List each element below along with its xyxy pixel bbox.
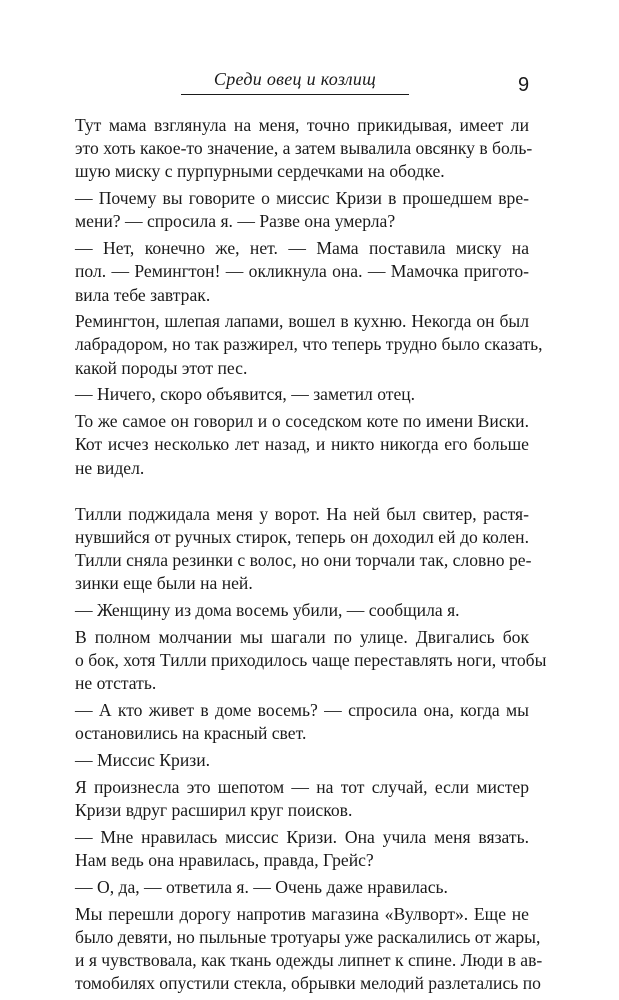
text-line: не видел. — [75, 457, 145, 478]
text-line: Кризи вдруг расширил круг поисков. — [75, 800, 353, 820]
text-line: какой породы этот пес. — [75, 357, 248, 378]
text-line: вила тебе завтрак. — [75, 284, 211, 305]
text-line: зинки еще были на ней. — [75, 573, 253, 594]
body-text — [75, 114, 547, 995]
text-line: томобилях опустили стекла, обрывки мелодий разлетались по — [75, 973, 541, 994]
running-title: Среди овец и козлищ — [213, 69, 377, 89]
text-line: Ремингтон, шлепая лапами, вошел в кухню. Некогда он был — [75, 311, 529, 332]
text-line: нувшийся от ручных стирок, теперь он доходил ей до колен. — [75, 526, 529, 547]
text-line: шую миску с пурпурными сердечками на ободке. — [75, 161, 445, 182]
text-line: о бок, хотя Тилли приходилось чаще переставлять ноги, чтобы — [75, 650, 547, 671]
text-line: В полном молчании мы шагали по улице. Двигались бок — [75, 626, 529, 647]
text-line: — А кто живет в доме восемь? — спросила она, когда мы — [75, 700, 529, 721]
text-line: — Ничего, скоро объявится, — заметил отец. — [75, 384, 416, 405]
text-line: Тилли сняла резинки с волос, но они торчали так, словно ре- — [75, 550, 532, 571]
text-line: мени? — спросила я. — Разве она умерла? — [75, 211, 396, 232]
text-line: и я чувствовала, как ткань одежды липнет к спине. Люди в ав- — [75, 949, 543, 970]
text-line: — Мне нравилась миссис Кризи. Она учила меня вязать. — [75, 826, 529, 847]
text-line: Тилли поджидала меня у ворот. На ней был свитер, растя- — [75, 503, 529, 524]
header-rule — [181, 94, 409, 95]
text-line: не отстать. — [75, 673, 157, 694]
text-line: это хоть какое-то значение, а затем вывалила овсянку в боль- — [75, 138, 533, 159]
text-line: — Женщину из дома восемь убили, — сообщила я. — [75, 600, 460, 621]
text-line: — О, да, — ответила я. — Очень даже нравилась. — [75, 876, 448, 897]
section-break — [75, 480, 529, 503]
text-line: пол. — Ремингтон! — окликнула она. — Мамочка пригото- — [75, 261, 529, 282]
text-line: То же самое он говорил и о соседском коте по имени Виски. — [75, 411, 529, 432]
text-line: лабрадором, но так разжирел, что теперь трудно было сказать, — [75, 334, 543, 355]
text-line: — Почему вы говорите о миссис Кризи в прошедшем вре- — [75, 188, 529, 209]
text-line: остановились на красный свет. — [75, 723, 307, 744]
text-line: Кот исчез несколько лет назад, и никто никогда его больше — [75, 434, 529, 455]
text-line: Тут мама взглянула на меня, точно прикидывая, имеет ли — [75, 115, 529, 135]
text-line: Нам ведь она нравилась, правда, Грейс? — [75, 849, 374, 870]
text-line: — Миссис Кризи. — [75, 750, 211, 771]
text-line: — Нет, конечно же, нет. — Мама поставила миску на — [75, 238, 529, 259]
text-line: Я произнесла это шепотом — на тот случай, если мистер — [75, 776, 529, 797]
text-line: Мы перешли дорогу напротив магазина «Вулворт». Еще не — [75, 903, 529, 924]
text-line: было девяти, но пыльные тротуары уже раскалились от жары, — [75, 926, 541, 947]
page-number: 9 — [518, 74, 530, 96]
